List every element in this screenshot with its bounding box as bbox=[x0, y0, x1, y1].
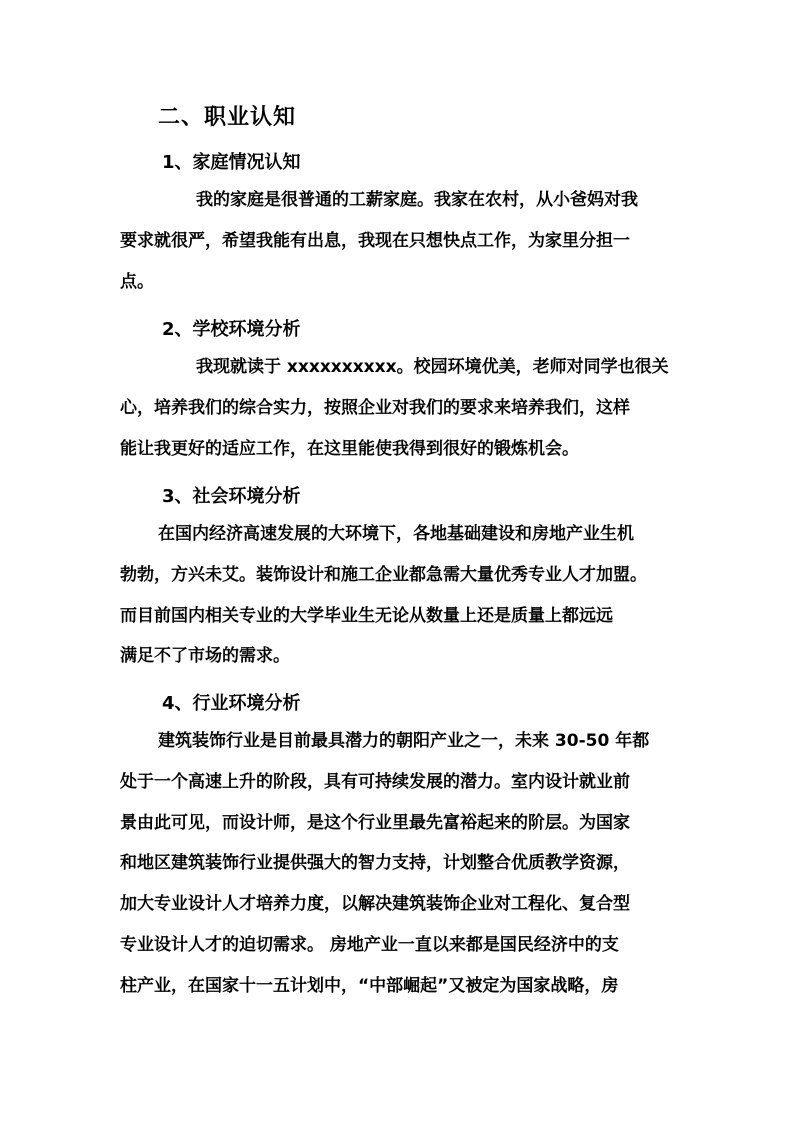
paragraph-line: 能让我更好的适应工作，在这里能使我得到很好的锻炼机会。 bbox=[120, 438, 579, 459]
paragraph-line: 点。 bbox=[120, 271, 154, 292]
paragraph-line: 我的家庭是很普通的工薪家庭。我家在农村，从小爸妈对我 bbox=[196, 190, 638, 210]
paragraph-family bbox=[120, 180, 676, 302]
heading-family: 1、家庭情况认知 bbox=[162, 152, 301, 173]
heading-society: 3、社会环境分析 bbox=[162, 486, 301, 507]
paragraph-society bbox=[120, 514, 676, 677]
paragraph-line: 柱产业，在国家十一五计划中，“中部崛起”又被定为国家战略，房 bbox=[120, 975, 619, 996]
paragraph-industry bbox=[120, 721, 676, 1007]
paragraph-school bbox=[120, 347, 676, 469]
paragraph-line: 心，培养我们的综合实力，按照企业对我们的要求来培养我们，这样 bbox=[120, 397, 630, 418]
paragraph-line: 景由此可见，而设计师，是这个行业里最先富裕起来的阶层。为国家 bbox=[120, 812, 630, 833]
paragraph-line: 加大专业设计人才培养力度，以解决建筑装饰企业对工程化、复合型 bbox=[120, 894, 630, 915]
section-title: 二、职业认知 bbox=[158, 105, 297, 130]
paragraph-line: 和地区建筑装饰行业提供强大的智力支持，计划整合优质教学资源， bbox=[120, 853, 630, 874]
paragraph-line: 在国内经济高速发展的大环境下，各地基础建设和房地产业生机 bbox=[158, 524, 634, 544]
heading-school: 2、学校环境分析 bbox=[162, 319, 301, 340]
heading-industry: 4、行业环境分析 bbox=[162, 693, 301, 714]
paragraph-line: 建筑装饰行业是目前最具潜力的朝阳产业之一，未来 30-50 年都 bbox=[158, 731, 650, 751]
paragraph-line: 勃勃，方兴未艾。装饰设计和施工企业都急需大量优秀专业人才加盟。 bbox=[120, 564, 647, 585]
paragraph-line: 专业设计人才的迫切需求。 房地产业一直以来都是国民经济中的支 bbox=[120, 934, 619, 955]
paragraph-line: 满足不了市场的需求。 bbox=[120, 646, 290, 667]
paragraph-line: 要求就很严，希望我能有出息，我现在只想快点工作，为家里分担一 bbox=[120, 230, 630, 251]
paragraph-line: 我现就读于 xxxxxxxxxx。校园环境优美，老师对同学也很关 bbox=[196, 357, 669, 377]
paragraph-line: 处于一个高速上升的阶段，具有可持续发展的潜力。室内设计就业前 bbox=[120, 771, 630, 792]
paragraph-line: 而目前国内相关专业的大学毕业生无论从数量上还是质量上都远远 bbox=[120, 605, 613, 626]
